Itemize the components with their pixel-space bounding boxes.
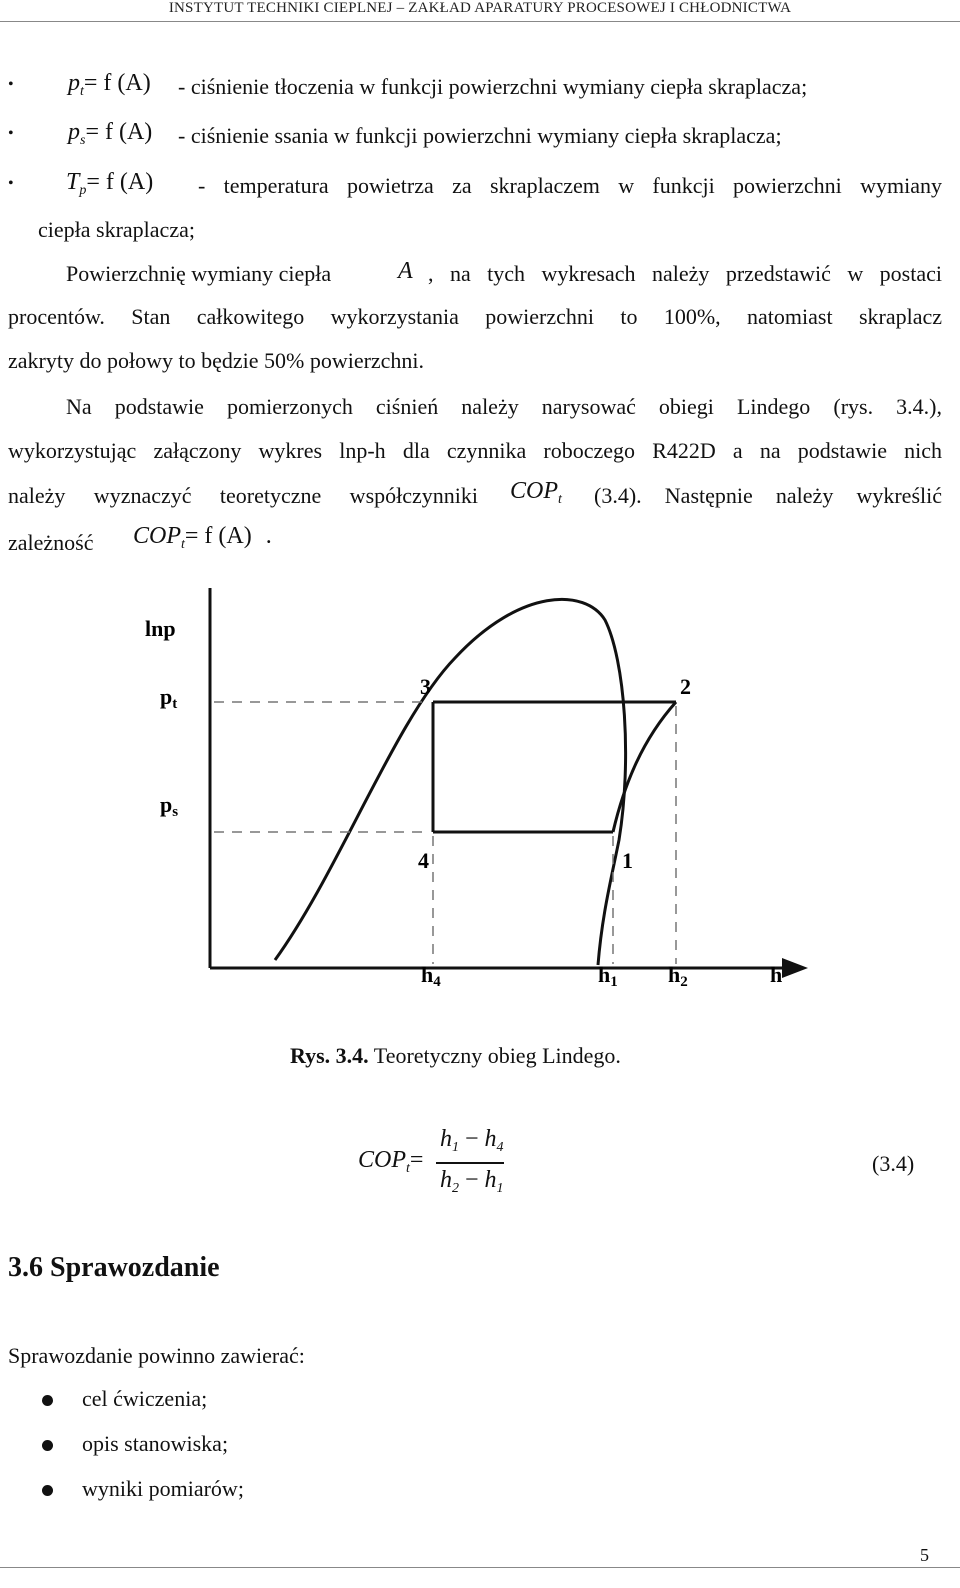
paragraph-text: należy wyznaczyć teoretyczne współczynniki bbox=[8, 483, 478, 508]
formula-subscript: p bbox=[79, 183, 87, 198]
h2-label: h2 bbox=[668, 962, 688, 990]
num-sub: 1 bbox=[452, 1140, 459, 1155]
formula-pt bbox=[68, 70, 151, 100]
bullet-marker: • bbox=[8, 76, 14, 93]
point-2-label: 2 bbox=[680, 674, 691, 699]
h1-label: h1 bbox=[598, 962, 618, 990]
point-1-label: 1 bbox=[622, 848, 633, 873]
equation-denominator bbox=[440, 1167, 504, 1197]
list-item: cel ćwiczenia; bbox=[82, 1386, 208, 1411]
figure-caption bbox=[290, 1043, 621, 1069]
cop-symbol: COP bbox=[358, 1147, 406, 1173]
point-3-label: 3 bbox=[420, 674, 431, 699]
formula-tp bbox=[66, 169, 153, 199]
symbol-a: A bbox=[398, 258, 413, 284]
caption-number: Rys. 3.4. bbox=[290, 1043, 369, 1068]
num-h: h bbox=[440, 1126, 452, 1152]
den-sub: 2 bbox=[452, 1181, 459, 1196]
formula-rhs: = f (A) bbox=[83, 70, 151, 96]
formula-rhs: = f (A) bbox=[85, 119, 153, 145]
paragraph-text: Powierzchnię wymiany ciepła bbox=[66, 261, 332, 286]
paragraph-text: wykorzystując załączony wykres lnp-h dla czynnika roboczego R422D a na podstawie nich bbox=[8, 438, 942, 463]
equation-numerator bbox=[440, 1126, 504, 1156]
den-h: h bbox=[484, 1167, 497, 1193]
cop-subscript: t bbox=[558, 492, 562, 507]
num-h: h bbox=[484, 1126, 497, 1152]
den-h: h bbox=[440, 1167, 452, 1193]
fraction-bar bbox=[436, 1162, 504, 1164]
formula-rhs: = f (A) bbox=[86, 169, 154, 195]
symbol-cop bbox=[510, 478, 562, 508]
header-divider bbox=[0, 21, 960, 22]
lnp-h-diagram bbox=[0, 580, 960, 1000]
y-axis-label: lnp bbox=[145, 616, 176, 641]
saturation-curve bbox=[275, 599, 626, 965]
formula-symbol: p bbox=[68, 70, 80, 96]
x-axis-arrow bbox=[782, 958, 808, 978]
formula-ps bbox=[68, 119, 152, 149]
bullet-text: - temperatura powietrza za skraplaczem w funkcji powierzchni wymiany bbox=[198, 173, 942, 198]
minus-sign: − bbox=[459, 1126, 485, 1152]
paragraph-text: , na tych wykresach należy przedstawić w postaci bbox=[428, 261, 942, 286]
bullet-marker: • bbox=[8, 175, 14, 192]
cop-subscript: t bbox=[181, 537, 185, 552]
x-axis-label: h bbox=[770, 962, 783, 987]
point-4-label: 4 bbox=[418, 848, 429, 873]
paragraph-text: zależność bbox=[8, 530, 94, 555]
running-header: INSTYTUT TECHNIKI CIEPLNEJ – ZAKŁAD APARATURY PROCESOWEJ I CHŁODNICTWA bbox=[168, 0, 792, 16]
formula-subscript: t bbox=[80, 84, 84, 99]
bullet-text: - ciśnienie tłoczenia w funkcji powierzchni wymiany ciepła skraplacza; bbox=[178, 74, 808, 99]
minus-sign: − bbox=[459, 1167, 485, 1193]
ps-label: ps bbox=[160, 792, 179, 820]
pt-label: pt bbox=[160, 684, 178, 712]
bullet-marker: • bbox=[8, 125, 14, 142]
den-sub: 1 bbox=[496, 1181, 504, 1196]
equation-number: (3.4) bbox=[872, 1151, 915, 1176]
h4-label: h4 bbox=[421, 962, 441, 990]
bullet-marker bbox=[42, 1440, 53, 1451]
equals-sign: = bbox=[409, 1147, 424, 1173]
formula-cop-fa bbox=[133, 523, 272, 553]
cop-symbol: COP bbox=[133, 523, 181, 549]
page-number: 5 bbox=[920, 1545, 929, 1565]
section-intro: Sprawozdanie powinno zawierać: bbox=[8, 1343, 305, 1368]
footer-divider bbox=[0, 1567, 960, 1568]
bullet-text: - ciśnienie ssania w funkcji powierzchni wymiany ciepła skraplacza; bbox=[178, 123, 782, 148]
cop-symbol: COP bbox=[510, 478, 558, 504]
formula-symbol: p bbox=[68, 119, 80, 145]
paragraph-text: Na podstawie pomierzonych ciśnień należy narysować obiegi Lindego (rys. 3.4.), bbox=[66, 394, 942, 419]
formula-end: . bbox=[265, 523, 272, 549]
formula-symbol: T bbox=[66, 169, 80, 195]
section-heading: 3.6 Sprawozdanie bbox=[8, 1252, 220, 1283]
bullet-text-continuation: ciepła skraplacza; bbox=[38, 217, 195, 242]
bullet-marker bbox=[42, 1395, 53, 1406]
paragraph-text: zakryty do połowy to będzie 50% powierzchni. bbox=[8, 348, 425, 373]
paragraph-text: (3.4). Następnie należy wykreślić bbox=[594, 483, 942, 508]
cop-subscript: t bbox=[406, 1161, 410, 1176]
paragraph-text: procentów. Stan całkowitego wykorzystania powierzchni to 100%, natomiast skraplacz bbox=[8, 304, 942, 329]
list-item: opis stanowiska; bbox=[82, 1431, 229, 1456]
bullet-marker bbox=[42, 1485, 53, 1496]
list-item: wyniki pomiarów; bbox=[82, 1476, 244, 1501]
formula-subscript: s bbox=[80, 133, 86, 148]
equation-lhs bbox=[358, 1147, 423, 1177]
caption-text: Teoretyczny obieg Lindego. bbox=[368, 1043, 621, 1068]
formula-rhs: = f (A) bbox=[184, 523, 252, 549]
num-sub: 4 bbox=[496, 1140, 504, 1155]
